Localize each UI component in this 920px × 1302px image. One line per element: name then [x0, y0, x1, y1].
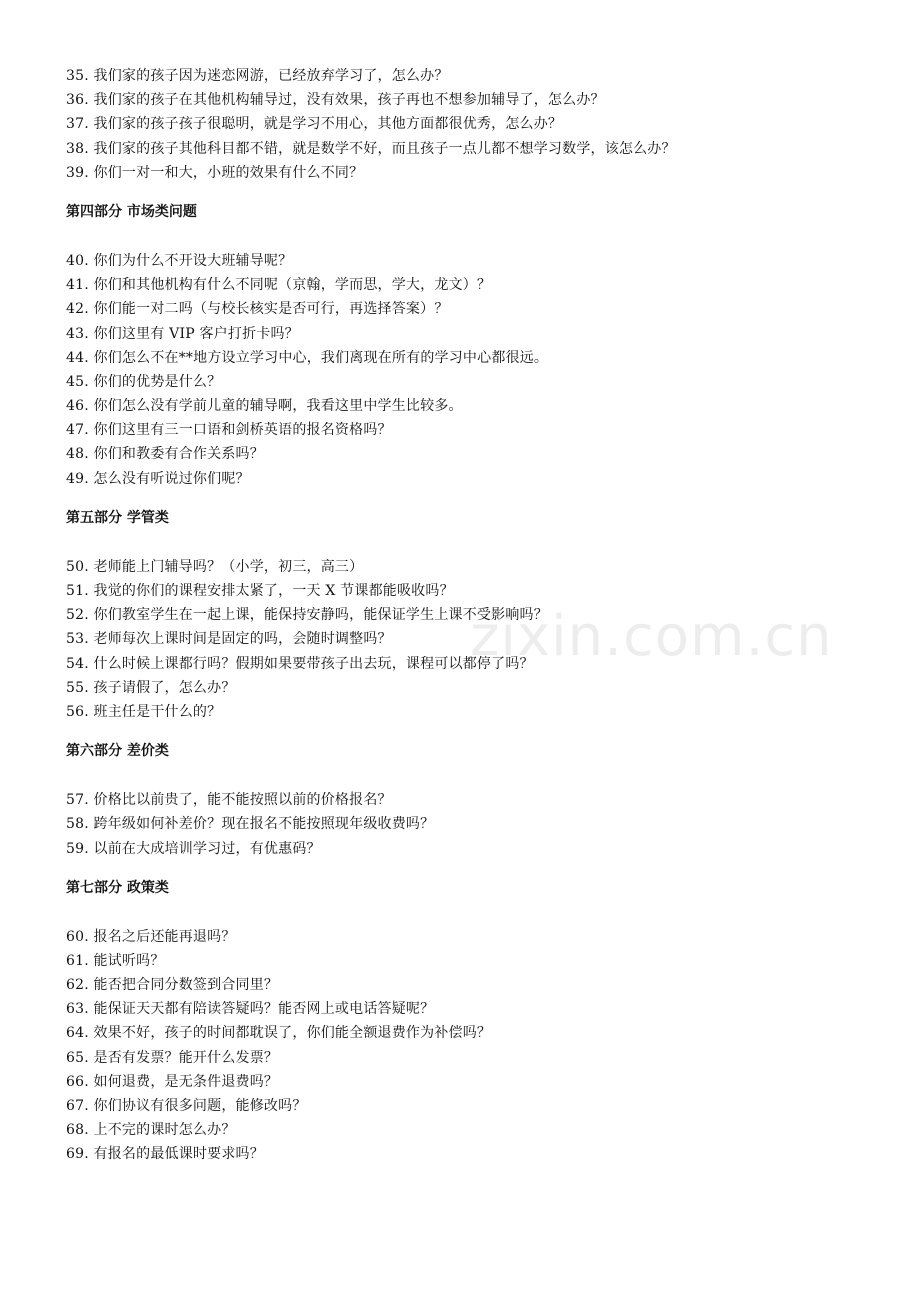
question-item: 65. 是否有发票？能开什么发票？ [66, 1049, 279, 1066]
question-item: 42. 你们能一对二吗（与校长核实是否可行，再选择答案）？ [66, 301, 449, 318]
question-item: 57. 价格比以前贵了，能不能按照以前的价格报名？ [66, 792, 392, 809]
question-item: 60. 报名之后还能再退吗？ [66, 928, 236, 945]
question-item: 47. 你们这里有三一口语和剑桥英语的报名资格吗？ [66, 422, 392, 439]
section [66, 200, 866, 491]
question-item: 61. 能试听吗？ [66, 952, 165, 969]
question-item: 50. 老师能上门辅导吗？（小学，初三，高三） [66, 558, 364, 575]
question-item: 49. 怎么没有听说过你们呢？ [66, 470, 250, 487]
question-item: 66. 如何退费，是无条件退费吗？ [66, 1073, 279, 1090]
question-item: 68. 上不完的课时怎么办？ [66, 1122, 236, 1139]
question-item: 41. 你们和其他机构有什么不同呢（京翰，学而思，学大，龙文）？ [66, 277, 492, 294]
question-item: 43. 你们这里有 VIP 客户打折卡吗？ [66, 325, 299, 342]
section [66, 506, 866, 724]
question-item: 44. 你们怎么不在**地方设立学习中心，我们离现在所有的学习中心都很远。 [66, 349, 549, 366]
question-item: 51. 我觉的你们的课程安排太紧了，一天 X 节课都能吸收吗？ [66, 583, 454, 599]
question-item: 37. 我们家的孩子孩子很聪明，就是学习不用心，其他方面都很优秀，怎么办？ [66, 116, 563, 133]
question-item: 39. 你们一对一和大，小班的效果有什么不同？ [66, 164, 364, 181]
section [66, 876, 866, 1167]
section-heading: 第六部分 差价类 [66, 743, 169, 760]
question-item: 53. 老师每次上课时间是固定的吗，会随时调整吗？ [66, 631, 392, 648]
question-item: 64. 效果不好，孩子的时间都耽误了，你们能全额退费作为补偿吗？ [66, 1025, 492, 1042]
question-item: 56. 班主任是干什么的？ [66, 703, 222, 720]
top-question-list [66, 64, 866, 185]
question-item: 45. 你们的优势是什么？ [66, 373, 222, 390]
section-heading: 第七部分 政策类 [66, 879, 169, 896]
question-item: 52. 你们教室学生在一起上课，能保持安静吗，能保证学生上课不受影响吗？ [66, 607, 548, 624]
watermark: zixin.com.cn [470, 604, 833, 669]
section-heading: 第五部分 学管类 [66, 509, 169, 526]
question-item: 48. 你们和教委有合作关系吗？ [66, 446, 264, 463]
document-page [66, 64, 866, 1167]
question-item: 62. 能否把合同分数签到合同里？ [66, 977, 279, 994]
question-item: 46. 你们怎么没有学前儿童的辅导啊，我看这里中学生比较多。 [66, 398, 463, 415]
question-item: 58. 跨年级如何补差价？现在报名不能按照现年级收费吗？ [66, 816, 435, 833]
question-item: 54. 什么时候上课都行吗？假期如果要带孩子出去玩，课程可以都停了吗？ [66, 655, 534, 672]
question-item: 63. 能保证天天都有陪读答疑吗？能否网上或电话答疑呢？ [66, 1001, 435, 1018]
question-item: 69. 有报名的最低课时要求吗？ [66, 1146, 264, 1163]
question-item: 38. 我们家的孩子其他科目都不错，就是数学不好，而且孩子一点儿都不想学习数学，该怎么办？ [66, 140, 676, 157]
section-heading: 第四部分 市场类问题 [66, 203, 197, 220]
question-item: 55. 孩子请假了，怎么办？ [66, 679, 236, 696]
sections [66, 200, 866, 1167]
section [66, 739, 866, 861]
question-item: 40. 你们为什么不开设大班辅导呢？ [66, 252, 293, 269]
question-item: 35. 我们家的孩子因为迷恋网游，已经放弃学习了，怎么办？ [66, 68, 449, 84]
question-item: 67. 你们协议有很多问题，能修改吗？ [66, 1098, 307, 1114]
question-item: 36. 我们家的孩子在其他机构辅导过，没有效果，孩子再也不想参加辅导了，怎么办？ [66, 92, 605, 109]
question-item: 59. 以前在大成培训学习过，有优惠码？ [66, 840, 321, 857]
